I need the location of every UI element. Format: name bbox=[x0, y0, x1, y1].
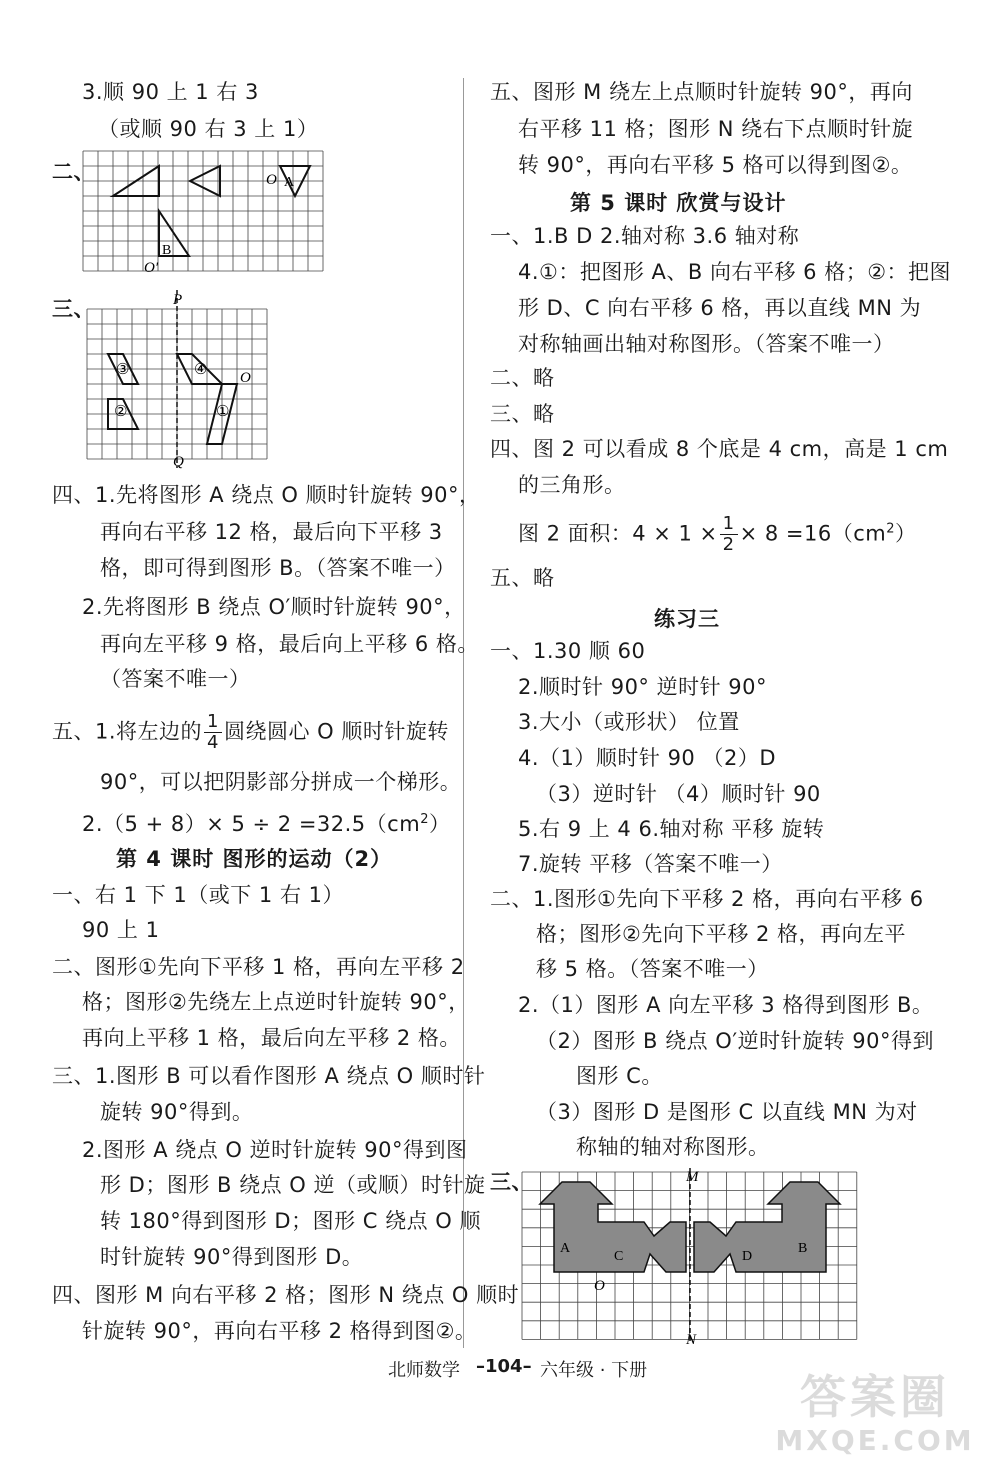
answer-line bbox=[518, 514, 917, 555]
superscript: 2 bbox=[420, 812, 429, 827]
answer-line: 再向左平移 9 格，最后向上平移 6 格。 bbox=[100, 632, 479, 656]
answer-line: 四、图形 M 向右平移 2 格；图形 N 绕点 O 顺时 bbox=[52, 1283, 520, 1307]
section-label: 三、 bbox=[52, 297, 95, 321]
text-segment: ） bbox=[895, 521, 917, 546]
answer-line: 2.图形 A 绕点 O 逆时针旋转 90°得到图 bbox=[82, 1138, 468, 1162]
answer-line: 针旋转 90°，再向右平移 2 格得到图②。 bbox=[82, 1319, 477, 1343]
answer-line: 对称轴画出轴对称图形。（答案不唯一） bbox=[518, 332, 895, 356]
answer-line: 90°，可以把阴影部分拼成一个梯形。 bbox=[100, 770, 462, 794]
footer-subject: 北师数学 bbox=[388, 1360, 460, 1381]
label-o: O bbox=[594, 1278, 605, 1294]
label-circled-1: ① bbox=[216, 402, 230, 420]
answer-line: 二、图形①先向下平移 1 格，再向左平移 2 bbox=[52, 955, 465, 979]
label-m: M bbox=[686, 1169, 699, 1185]
grid-figure-2 bbox=[82, 290, 272, 470]
label-q: Q bbox=[173, 454, 184, 470]
answer-line: （或顺 90 右 3 上 1） bbox=[98, 117, 319, 141]
answer-line: 2.先将图形 B 绕点 O′顺时针旋转 90°， bbox=[82, 595, 466, 619]
answer-line: 再向右平移 12 格，最后向下平移 3 bbox=[100, 520, 443, 544]
superscript: 2 bbox=[886, 521, 896, 537]
answer-line: 五、略 bbox=[490, 566, 555, 590]
answer-line: 二、略 bbox=[490, 366, 555, 390]
lesson-heading: 第 4 课时 图形的运动（2） bbox=[116, 847, 393, 871]
answer-line: 图形 C。 bbox=[576, 1064, 663, 1088]
answer-line: 形 D；图形 B 绕点 O 逆（或顺）时针旋 bbox=[100, 1173, 486, 1197]
answer-line bbox=[52, 712, 449, 753]
shape-b-d-group bbox=[694, 1182, 840, 1272]
answer-line: 旋转 90°得到。 bbox=[100, 1100, 254, 1124]
answer-line: 格，即可得到图形 B。（答案不唯一） bbox=[100, 556, 456, 580]
answer-line: 一、1.30 顺 60 bbox=[490, 639, 646, 663]
grid-figure-1 bbox=[82, 150, 332, 276]
answer-line: 4.①：把图形 A、B 向右平移 6 格；②：把图 bbox=[518, 260, 952, 284]
answer-line: 一、右 1 下 1（或下 1 右 1） bbox=[52, 883, 344, 907]
text-segment: 五、1.将左边的 bbox=[52, 719, 203, 744]
label-circled-4: ④ bbox=[194, 360, 208, 378]
answer-line: 五、图形 M 绕左上点顺时针旋转 90°，再向 bbox=[490, 80, 913, 104]
grid-figure-3 bbox=[520, 1168, 860, 1348]
text-segment: × 8 =16（cm bbox=[739, 521, 887, 546]
fraction bbox=[720, 514, 738, 555]
fraction-denominator: 4 bbox=[207, 732, 219, 753]
answer-line: 3.顺 90 上 1 右 3 bbox=[82, 80, 259, 104]
answer-line: 转 180°得到图形 D；图形 C 绕点 O 顺 bbox=[100, 1209, 481, 1233]
answer-line: 时针旋转 90°得到图形 D。 bbox=[100, 1245, 364, 1269]
label-n: N bbox=[686, 1332, 697, 1348]
answer-line: 3.大小（或形状） 位置 bbox=[518, 710, 740, 734]
answer-line: 称轴的轴对称图形。 bbox=[576, 1135, 770, 1159]
answer-line: 5.右 9 上 4 6.轴对称 平移 旋转 bbox=[518, 817, 825, 841]
answer-line: 一、1.B D 2.轴对称 3.6 轴对称 bbox=[490, 224, 800, 248]
answer-line: 2.顺时针 90° 逆时针 90° bbox=[518, 675, 768, 699]
lesson-heading: 第 5 课时 欣赏与设计 bbox=[570, 191, 787, 215]
answer-line: （3）图形 D 是图形 C 以直线 MN 为对 bbox=[536, 1100, 918, 1124]
label-a: A bbox=[284, 175, 295, 190]
answer-line bbox=[82, 806, 450, 838]
text-segment: 2.（5 + 8）× 5 ÷ 2 =32.5（cm bbox=[82, 812, 421, 836]
answer-line: 转 90°，再向右平移 5 格可以得到图②。 bbox=[518, 153, 913, 177]
text-segment: 圆绕圆心 O 顺时针旋转 bbox=[224, 719, 449, 744]
label-b: B bbox=[162, 243, 172, 258]
answer-line: （2）图形 B 绕点 O′逆时针旋转 90°得到 bbox=[536, 1029, 934, 1053]
practice-heading: 练习三 bbox=[654, 607, 720, 631]
fraction-denominator: 2 bbox=[722, 534, 735, 555]
label-p: P bbox=[173, 292, 183, 308]
answer-line: 右平移 11 格；图形 N 绕右下点顺时针旋 bbox=[518, 117, 914, 141]
footer-grade: 六年级 · 下册 bbox=[540, 1360, 648, 1381]
watermark bbox=[760, 1370, 990, 1466]
answer-line: 90 上 1 bbox=[82, 918, 160, 942]
answer-line: （答案不唯一） bbox=[100, 667, 251, 691]
answer-line: 二、1.图形①先向下平移 2 格，再向右平移 6 bbox=[490, 887, 924, 911]
label-circled-2: ② bbox=[114, 402, 128, 420]
label-a: A bbox=[560, 1241, 571, 1256]
answer-line: 三、1.图形 B 可以看作图形 A 绕点 O 顺时针 bbox=[52, 1064, 486, 1088]
answer-line: 7.旋转 平移（答案不唯一） bbox=[518, 852, 783, 876]
answer-line: 2.（1）图形 A 向左平移 3 格得到图形 B。 bbox=[518, 993, 934, 1017]
label-o: O bbox=[266, 172, 277, 188]
section-label: 二、 bbox=[52, 160, 95, 184]
fraction-numerator: 1 bbox=[204, 712, 222, 733]
section-label: 三、 bbox=[490, 1170, 533, 1194]
answer-line: （3）逆时针 （4）顺时针 90 bbox=[536, 782, 821, 806]
answer-line: 再向上平移 1 格，最后向左平移 2 格。 bbox=[82, 1026, 461, 1050]
text-segment: ） bbox=[428, 812, 451, 836]
answer-line: 四、图 2 可以看成 8 个底是 4 cm，高是 1 cm bbox=[490, 437, 949, 461]
answer-line: 的三角形。 bbox=[518, 473, 626, 497]
label-circled-3: ③ bbox=[116, 360, 130, 378]
watermark-logo-text: 答案圈 bbox=[800, 1370, 950, 1424]
footer-page-number: –104– bbox=[476, 1356, 532, 1377]
answer-line: 格；图形②先绕左上点逆时针旋转 90°， bbox=[82, 990, 470, 1014]
shape-a-c-group bbox=[540, 1182, 686, 1272]
answer-line: 四、1.先将图形 A 绕点 O 顺时针旋转 90°， bbox=[52, 483, 481, 507]
label-d: D bbox=[742, 1249, 753, 1264]
answer-line: 三、略 bbox=[490, 402, 555, 426]
answer-line: 移 5 格。（答案不唯一） bbox=[536, 957, 769, 981]
label-o-prime: O′ bbox=[144, 260, 159, 276]
answer-line: 4.（1）顺时针 90 （2）D bbox=[518, 746, 776, 770]
text-segment: 图 2 面积：4 × 1 × bbox=[518, 521, 718, 546]
watermark-url: MXQE.COM bbox=[775, 1424, 975, 1457]
fraction bbox=[204, 712, 222, 753]
fraction-numerator: 1 bbox=[720, 514, 738, 535]
answer-line: 格；图形②先向下平移 2 格，再向左平 bbox=[536, 922, 907, 946]
label-o: O bbox=[240, 370, 251, 386]
answer-line: 形 D、C 向右平移 6 格，再以直线 MN 为 bbox=[518, 296, 922, 320]
label-b: B bbox=[798, 1241, 808, 1256]
label-c: C bbox=[614, 1249, 624, 1264]
